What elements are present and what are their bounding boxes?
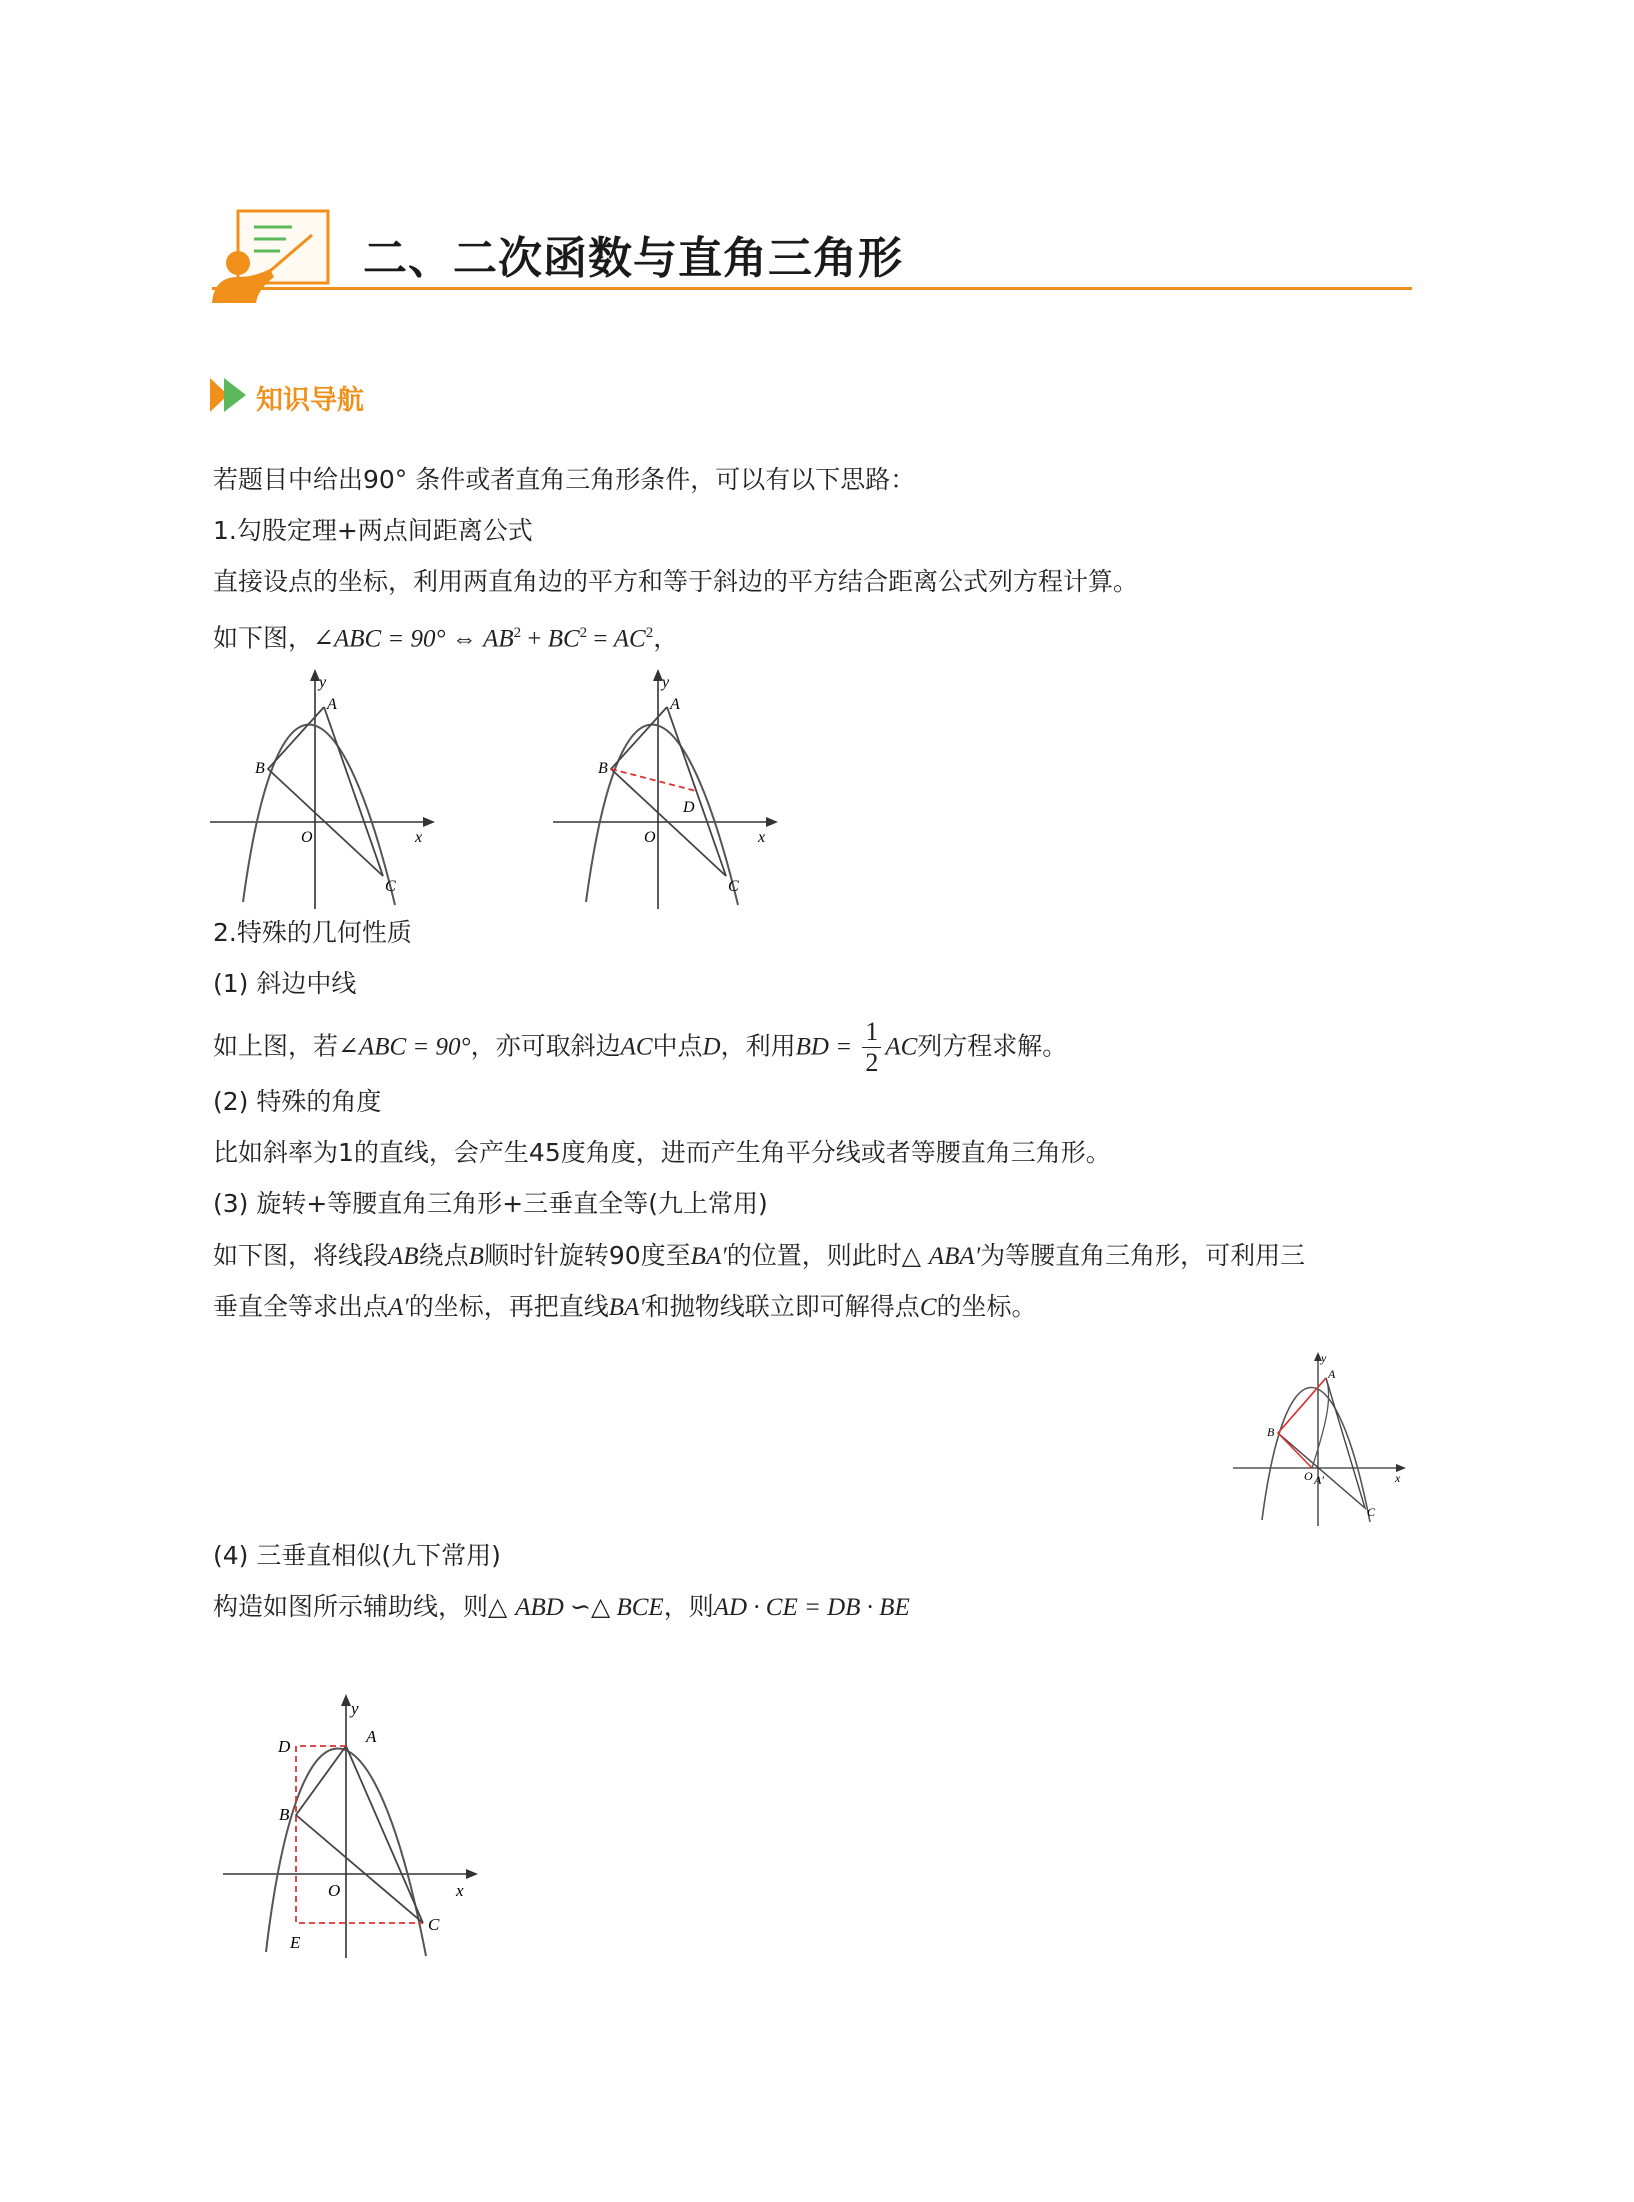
svg-text:y: y <box>1321 1351 1327 1365</box>
svg-text:C: C <box>1367 1505 1376 1519</box>
figure-rotation <box>1230 1348 1410 1528</box>
svg-text:A: A <box>327 696 337 713</box>
section-2-3-title: (3) 旋转+等腰直角三角形+三垂直全等(九上常用) <box>213 1189 768 1218</box>
svg-text:x: x <box>456 1881 464 1900</box>
svg-text:x: x <box>1395 1471 1401 1485</box>
svg-text:C: C <box>728 878 739 895</box>
svg-text:D: D <box>278 1737 291 1756</box>
figure-parabola-midpoint <box>548 665 788 910</box>
svg-text:A: A <box>366 1727 377 1746</box>
svg-text:O: O <box>644 829 656 846</box>
svg-text:y: y <box>351 1699 359 1718</box>
figure-parabola-right-angle <box>205 665 445 910</box>
svg-text:B: B <box>1267 1425 1275 1439</box>
svg-text:x: x <box>415 829 423 846</box>
section-2-2-desc: 比如斜率为1的直线，会产生45度角度，进而产生角平分线或者等腰直角三角形。 <box>213 1138 1111 1167</box>
page-title: 二、二次函数与直角三角形 <box>363 233 903 284</box>
section-heading: 知识导航 <box>256 385 364 416</box>
svg-text:B: B <box>598 760 608 777</box>
section-2-2-title: (2) 特殊的角度 <box>213 1087 382 1116</box>
section-2-1-title: (1) 斜边中线 <box>213 969 357 998</box>
svg-text:E: E <box>290 1933 301 1952</box>
rotation-line-1: 如下图，将线段AB绕点B顺时针旋转90度至BA′的位置，则此时△ ABA′为等腰直角三角形，可利用三 <box>213 1241 1306 1270</box>
svg-text:O: O <box>1304 1469 1313 1483</box>
rotation-line-2: 垂直全等求出点A′的坐标，再把直线BA′和抛物线联立即可解得点C的坐标。 <box>213 1292 1037 1321</box>
section-2-title: 2.特殊的几何性质 <box>213 918 412 947</box>
svg-text:C: C <box>385 878 396 895</box>
svg-text:C: C <box>428 1915 440 1934</box>
svg-text:O: O <box>328 1881 341 1900</box>
figure-three-perpendicular <box>218 1690 488 1960</box>
section-1-title: 1.勾股定理+两点间距离公式 <box>213 516 533 545</box>
svg-text:D: D <box>683 799 695 816</box>
similarity-formula: 构造如图所示辅助线，则△ ABD ∽△ BCE，则AD · CE = DB · BE <box>213 1592 910 1621</box>
svg-text:B: B <box>255 760 265 777</box>
svg-text:A: A <box>1328 1367 1336 1381</box>
title-underline <box>212 287 1412 290</box>
svg-text:y: y <box>319 674 327 691</box>
section-2-4-title: (4) 三垂直相似(九下常用) <box>213 1541 501 1570</box>
play-arrow-icon <box>210 378 248 412</box>
svg-text:y: y <box>662 674 670 691</box>
section-1-desc: 直接设点的坐标，利用两直角边的平方和等于斜边的平方结合距离公式列方程计算。 <box>213 567 1139 596</box>
svg-text:B: B <box>279 1805 290 1824</box>
svg-text:x: x <box>758 829 766 846</box>
intro-text: 若题目中给出90° 条件或者直角三角形条件，可以有以下思路： <box>213 465 916 494</box>
median-formula: 如上图，若∠ABC = 90°，亦可取斜边AC中点D，利用BD = $\frac{1}{2}$ AC列方程求解。 <box>213 1017 1068 1077</box>
svg-text:A′: A′ <box>1314 1473 1324 1487</box>
svg-text:O: O <box>301 829 313 846</box>
pythagorean-formula: 如下图，∠ABC = 90° ⇔ $AB^2 + BC^2 = AC^2$， <box>213 623 679 653</box>
svg-text:A: A <box>670 696 680 713</box>
